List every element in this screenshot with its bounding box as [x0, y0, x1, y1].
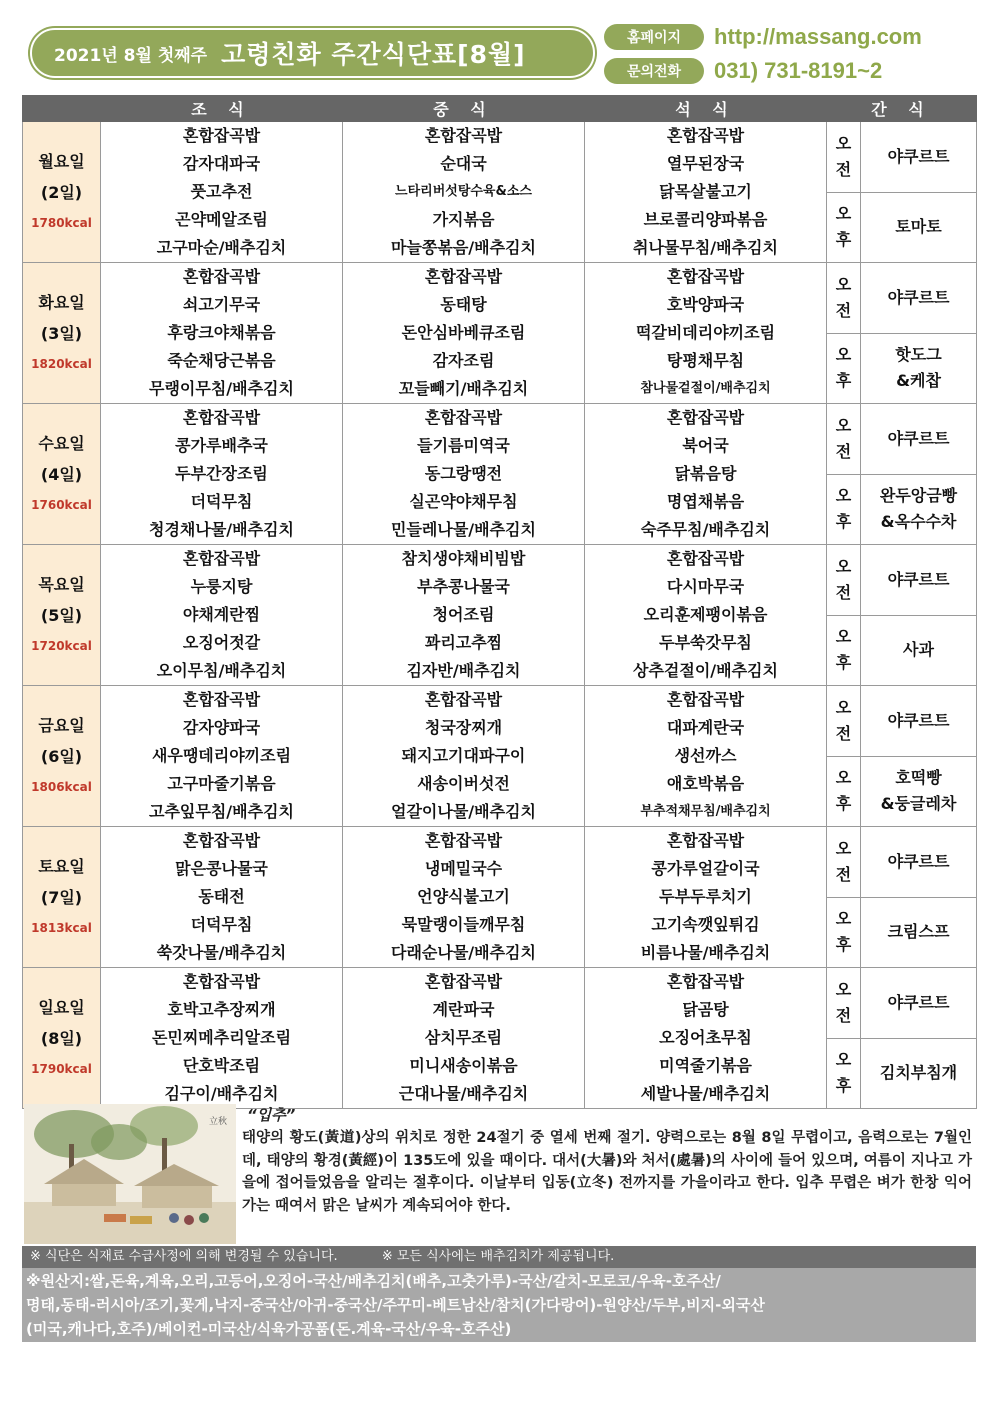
menu-item: 상추겉절이/배추김치	[633, 661, 778, 680]
pm-snack: 완두앙금빵 &옥수수차	[861, 474, 977, 545]
header-snack: 간 식	[827, 96, 977, 122]
menu-item: 계란파국	[432, 1000, 495, 1019]
menu-item: 동태전	[198, 887, 245, 906]
menu-item: 닭목살불고기	[659, 182, 752, 201]
table-row	[23, 686, 977, 757]
change-notice: ※ 식단은 식재료 수급사정에 의해 변경될 수 있습니다.	[30, 1249, 338, 1264]
table-row	[23, 968, 977, 1039]
menu-table	[22, 95, 977, 1109]
menu-item: 혼합잡곡밥	[182, 690, 261, 709]
pm-label: 오 후	[827, 897, 861, 968]
menu-item: 혼합잡곡밥	[424, 972, 503, 991]
menu-item: 청국장찌개	[424, 718, 503, 737]
day-date: (6일)	[40, 746, 83, 766]
day-date: (3일)	[40, 323, 83, 343]
menu-item: 명엽채볶음	[666, 492, 745, 511]
day-name: 수요일	[38, 433, 85, 453]
day-kcal: 1806kcal	[31, 779, 92, 794]
day-cell	[23, 968, 101, 1109]
menu-item: 꼬들빼기/배추김치	[398, 379, 529, 398]
pm-label: 오 후	[827, 756, 861, 827]
menu-item: 두부간장조림	[175, 464, 268, 483]
menu-item: 무랭이무침/배추김치	[149, 379, 294, 398]
am-snack: 야쿠르트	[861, 968, 977, 1039]
day-cell	[23, 263, 101, 404]
menu-item: 감자대파국	[182, 154, 261, 173]
lunch-cell	[343, 827, 585, 968]
menu-item: 혼합잡곡밥	[666, 549, 745, 568]
am-label: 오 전	[827, 263, 861, 334]
menu-item: 얼갈이나물/배추김치	[391, 802, 536, 821]
lunch-cell	[343, 968, 585, 1109]
am-snack: 야쿠르트	[861, 545, 977, 616]
menu-item: 혼합잡곡밥	[424, 126, 503, 145]
menu-item: 동태탕	[440, 295, 487, 314]
title-banner	[30, 28, 595, 78]
breakfast-cell	[101, 827, 343, 968]
menu-item: 쇠고기무국	[182, 295, 261, 314]
menu-item: 실곤약야채무침	[409, 492, 518, 511]
breakfast-cell	[101, 545, 343, 686]
lunch-cell	[343, 686, 585, 827]
date-label: 2021년 8월 첫째주	[54, 45, 208, 66]
menu-item: 혼합잡곡밥	[666, 267, 745, 286]
menu-item: 단호박조림	[182, 1056, 261, 1075]
menu-item: 세발나물/배추김치	[640, 1084, 771, 1103]
header-day	[23, 96, 101, 122]
phone-label: 문의전화	[604, 58, 704, 84]
info-text: 태양의 황도(黃道)상의 위치로 정한 24절기 중 열세 번째 절기. 양력으로는 8월 8일 무렵이고, 음력으로는 7월인데, 태양의 황경(黃經)이 135도에 있을 때이다. 대서(大暑)와 처서(處暑)의 사이에 들어 있으며, 여름이 지나고 가을에 접어들었음을 알리는 절후이다. 이날부터 입동(立冬) 전까지를 가을이라고 한다. 입추 무렵은 벼가 한창 익어가는 때여서 맑은 날씨가 계속되어야 한다.	[242, 1130, 972, 1214]
notice-bar	[22, 1246, 976, 1268]
menu-item: 대파계란국	[666, 718, 745, 737]
menu-item: 청어조림	[432, 605, 495, 624]
day-cell	[23, 404, 101, 545]
header-breakfast: 조 식	[101, 96, 343, 122]
breakfast-cell	[101, 686, 343, 827]
menu-item: 들기름미역국	[417, 436, 510, 455]
menu-item: 고추잎무침/배추김치	[149, 802, 294, 821]
menu-item: 누룽지탕	[190, 577, 253, 596]
menu-item: 오리훈제팽이볶음	[643, 605, 768, 624]
breakfast-cell	[101, 263, 343, 404]
table-row	[23, 263, 977, 334]
menu-item: 동그랑땡전	[424, 464, 503, 483]
lunch-cell	[343, 263, 585, 404]
homepage-row	[604, 24, 922, 50]
table-row	[23, 545, 977, 616]
day-name: 토요일	[38, 856, 85, 876]
menu-item: 감자조림	[432, 351, 495, 370]
am-label: 오 전	[827, 968, 861, 1039]
menu-item: 부추콩나물국	[417, 577, 510, 596]
day-date: (4일)	[40, 464, 83, 484]
menu-item: 콩가루얼갈이국	[651, 859, 760, 878]
lunch-cell	[343, 122, 585, 263]
menu-item: 혼합잡곡밥	[424, 408, 503, 427]
menu-item: 혼합잡곡밥	[666, 831, 745, 850]
menu-item: 애호박볶음	[666, 774, 745, 793]
am-label: 오 전	[827, 122, 861, 193]
menu-item: 느타리버섯탕수육&소스	[395, 184, 532, 199]
menu-item: 돈민찌메추리알조림	[151, 1028, 292, 1047]
menu-item: 쑥갓나물/배추김치	[156, 943, 287, 962]
origin-line: (미국,캐나다,호주)/베이컨-미국산/식육가공품(돈.계육-국산/우육-호주산)	[26, 1320, 512, 1338]
pm-snack: 호떡빵 &둥글레차	[861, 756, 977, 827]
day-name: 화요일	[38, 292, 85, 312]
day-name: 일요일	[38, 997, 85, 1017]
pm-label: 오 후	[827, 192, 861, 263]
info-title: “입추”	[247, 1106, 296, 1124]
menu-item: 혼합잡곡밥	[666, 408, 745, 427]
dinner-cell	[585, 686, 827, 827]
menu-item: 브로콜리양파볶음	[643, 210, 768, 229]
menu-item: 오징어젓갈	[182, 633, 261, 652]
table-header-row	[23, 96, 977, 122]
menu-item: 고구마순/배추김치	[156, 238, 287, 257]
menu-item: 혼합잡곡밥	[182, 972, 261, 991]
menu-item: 냉메밀국수	[424, 859, 503, 878]
menu-item: 북어국	[682, 436, 729, 455]
day-date: (2일)	[40, 182, 83, 202]
menu-item: 다래순나물/배추김치	[391, 943, 536, 962]
menu-item: 참나물겉절이/배추김치	[640, 381, 771, 396]
am-snack: 야쿠르트	[861, 122, 977, 193]
lunch-cell	[343, 545, 585, 686]
menu-item: 맑은콩나물국	[175, 859, 268, 878]
day-cell	[23, 827, 101, 968]
menu-item: 혼합잡곡밥	[424, 690, 503, 709]
menu-item: 혼합잡곡밥	[666, 126, 745, 145]
day-name: 월요일	[38, 151, 85, 171]
day-kcal: 1720kcal	[31, 638, 92, 653]
pm-snack: 사과	[861, 615, 977, 686]
menu-item: 가지볶음	[432, 210, 495, 229]
menu-item: 호박고추장찌개	[167, 1000, 276, 1019]
pm-label: 오 후	[827, 474, 861, 545]
am-label: 오 전	[827, 827, 861, 898]
menu-item: 떡갈비데리야끼조림	[635, 323, 776, 342]
pm-snack: 크림스프	[861, 897, 977, 968]
am-snack: 야쿠르트	[861, 404, 977, 475]
phone-row	[604, 58, 882, 84]
day-date: (7일)	[40, 887, 83, 907]
breakfast-cell	[101, 122, 343, 263]
menu-item: 비름나물/배추김치	[640, 943, 771, 962]
header-lunch: 중 식	[343, 96, 585, 122]
menu-item: 야채계란찜	[182, 605, 261, 624]
kimchi-notice: ※ 모든 식사에는 배추김치가 제공됩니다.	[381, 1249, 615, 1264]
menu-item: 두부쑥갓무침	[659, 633, 752, 652]
menu-item: 호박양파국	[666, 295, 745, 314]
menu-item: 고구마줄기볶음	[167, 774, 276, 793]
breakfast-cell	[101, 404, 343, 545]
menu-item: 꽈리고추찜	[424, 633, 503, 652]
menu-item: 김구이/배추김치	[164, 1084, 279, 1103]
menu-item: 김자반/배추김치	[406, 661, 521, 680]
menu-item: 새우땡데리야끼조림	[151, 746, 292, 765]
menu-item: 청경채나물/배추김치	[149, 520, 294, 539]
menu-item: 묵말랭이들깨무침	[401, 915, 526, 934]
breakfast-cell	[101, 968, 343, 1109]
menu-item: 숙주무침/배추김치	[640, 520, 771, 539]
day-name: 금요일	[38, 715, 85, 735]
pm-label: 오 후	[827, 615, 861, 686]
page-title: 고령친화 주간식단표[8월]	[221, 40, 526, 69]
menu-item: 혼합잡곡밥	[182, 126, 261, 145]
menu-item: 죽순채당근볶음	[167, 351, 276, 370]
am-snack: 야쿠르트	[861, 686, 977, 757]
menu-item: 생선까스	[674, 746, 737, 765]
day-cell	[23, 545, 101, 686]
day-cell	[23, 686, 101, 827]
day-kcal: 1760kcal	[31, 497, 92, 512]
day-kcal: 1790kcal	[31, 1061, 92, 1076]
menu-item: 닭곰탕	[682, 1000, 729, 1019]
am-label: 오 전	[827, 404, 861, 475]
menu-item: 부추적채무침/배추김치	[640, 804, 771, 819]
phone-number: 031) 731-8191~2	[714, 58, 883, 83]
menu-item: 닭볶음탕	[674, 464, 737, 483]
menu-item: 돈안심바베큐조림	[401, 323, 526, 342]
menu-item: 혼합잡곡밥	[424, 267, 503, 286]
pm-snack: 토마토	[861, 192, 977, 263]
menu-item: 참치생야채비빔밥	[401, 549, 526, 568]
menu-item: 감자양파국	[182, 718, 261, 737]
dinner-cell	[585, 545, 827, 686]
day-name: 목요일	[38, 574, 85, 594]
origin-line: 명태,동태-러시아/조기,꽃게,낙지-중국산/아귀-중국산/주꾸미-베트남산/참치(가다랑어)-원양산/두부,비지-외국산	[26, 1296, 765, 1314]
menu-item: 더덕무침	[190, 915, 253, 934]
am-label: 오 전	[827, 686, 861, 757]
village-painting	[24, 1104, 236, 1244]
origin-line: ※원산지:쌀,돈육,계육,오리,고등어,오징어-국산/배추김치(배추,고춧가루)-국산/갈치-모로코/우육-호주산/	[26, 1272, 721, 1290]
menu-item: 고기속깻잎튀김	[651, 915, 760, 934]
am-label: 오 전	[827, 545, 861, 616]
menu-item: 민들레나물/배추김치	[391, 520, 536, 539]
menu-item: 혼합잡곡밥	[182, 831, 261, 850]
dinner-cell	[585, 827, 827, 968]
menu-item: 혼합잡곡밥	[182, 549, 261, 568]
pm-label: 오 후	[827, 1038, 861, 1109]
am-snack: 야쿠르트	[861, 263, 977, 334]
menu-item: 마늘쫑볶음/배추김치	[391, 238, 536, 257]
am-snack: 야쿠르트	[861, 827, 977, 898]
menu-item: 언양식불고기	[417, 887, 510, 906]
menu-item: 탕평채무침	[666, 351, 745, 370]
origin-info	[22, 1268, 976, 1342]
homepage-url[interactable]: http://massang.com	[714, 24, 922, 49]
season-info	[22, 1104, 976, 1246]
homepage-label: 홈페이지	[604, 24, 704, 50]
pm-label: 오 후	[827, 333, 861, 404]
pm-snack: 김치부침개	[861, 1038, 977, 1109]
header-dinner: 석 식	[585, 96, 827, 122]
menu-item: 근대나물/배추김치	[398, 1084, 529, 1103]
dinner-cell	[585, 263, 827, 404]
table-row	[23, 404, 977, 475]
day-date: (8일)	[40, 1028, 83, 1048]
menu-item: 미니새송이볶음	[409, 1056, 518, 1075]
menu-item: 후랑크야채볶음	[167, 323, 276, 342]
table-row	[23, 122, 977, 193]
lunch-cell	[343, 404, 585, 545]
day-kcal: 1813kcal	[31, 920, 92, 935]
menu-item: 곤약메알조림	[175, 210, 268, 229]
menu-item: 두부두루치기	[659, 887, 752, 906]
menu-item: 풋고추전	[190, 182, 253, 201]
day-kcal: 1780kcal	[31, 215, 92, 230]
menu-item: 삼치무조림	[424, 1028, 503, 1047]
day-cell	[23, 122, 101, 263]
dinner-cell	[585, 404, 827, 545]
menu-item: 혼합잡곡밥	[666, 690, 745, 709]
dinner-cell	[585, 968, 827, 1109]
menu-item: 취나물무침/배추김치	[633, 238, 778, 257]
menu-item: 순대국	[440, 154, 487, 173]
menu-item: 미역줄기볶음	[659, 1056, 752, 1075]
dinner-cell	[585, 122, 827, 263]
menu-item: 혼합잡곡밥	[182, 408, 261, 427]
day-date: (5일)	[40, 605, 83, 625]
table-row	[23, 827, 977, 898]
menu-item: 다시마무국	[666, 577, 745, 596]
pm-snack: 핫도그 &케찹	[861, 333, 977, 404]
menu-item: 혼합잡곡밥	[666, 972, 745, 991]
menu-item: 더덕무침	[190, 492, 253, 511]
menu-item: 새송이버섯전	[417, 774, 510, 793]
day-kcal: 1820kcal	[31, 356, 92, 371]
menu-item: 오징어초무침	[659, 1028, 752, 1047]
menu-item: 콩가루배추국	[175, 436, 268, 455]
menu-item: 돼지고기대파구이	[401, 746, 526, 765]
svg-text:立秋: 立秋	[209, 1117, 228, 1127]
menu-item: 오이무침/배추김치	[156, 661, 287, 680]
menu-item: 혼합잡곡밥	[182, 267, 261, 286]
menu-item: 혼합잡곡밥	[424, 831, 503, 850]
menu-item: 열무된장국	[666, 154, 745, 173]
